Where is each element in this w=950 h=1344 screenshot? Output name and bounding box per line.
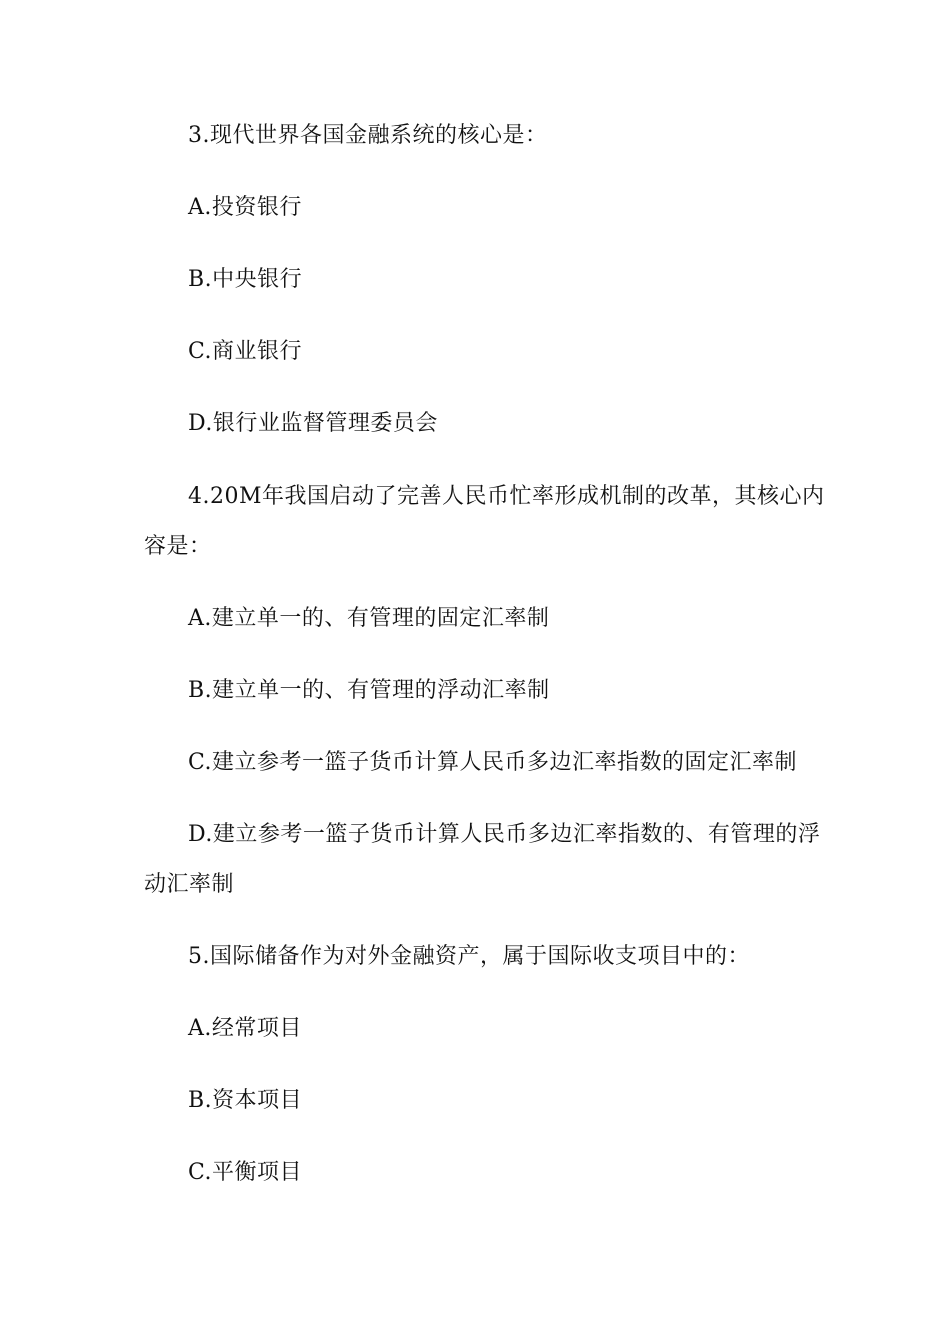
question-5-option-a: A.经常项目 <box>188 1016 302 1041</box>
question-4-option-d-line-1: D.建立参考一篮子货币计算人民币多边汇率指数的、有管理的浮 <box>188 822 821 847</box>
question-4-option-a: A.建立单一的、有管理的固定汇率制 <box>188 606 550 631</box>
question-3-option-d: D.银行业监督管理委员会 <box>188 411 438 436</box>
question-5-option-c: C.平衡项目 <box>188 1160 303 1185</box>
question-4-option-c: C.建立参考一篮子货币计算人民币多边汇率指数的固定汇率制 <box>188 750 798 775</box>
question-4-stem-line-2: 容是： <box>144 534 212 559</box>
question-4-option-d-line-2: 动汇率制 <box>144 872 235 897</box>
question-5-stem: 5.国际储备作为对外金融资产，属于国际收支项目中的： <box>188 944 750 969</box>
question-3-option-b: B.中央银行 <box>188 267 303 292</box>
question-4-stem-line-1: 4.20M年我国启动了完善人民币忙率形成机制的改革，其核心内 <box>188 484 825 509</box>
question-3-option-c: C.商业银行 <box>188 339 303 364</box>
question-3-stem: 3.现代世界各国金融系统的核心是： <box>188 123 548 148</box>
question-3-option-a: A.投资银行 <box>188 195 302 220</box>
question-5-option-b: B.资本项目 <box>188 1088 303 1113</box>
question-4-option-b: B.建立单一的、有管理的浮动汇率制 <box>188 678 550 703</box>
